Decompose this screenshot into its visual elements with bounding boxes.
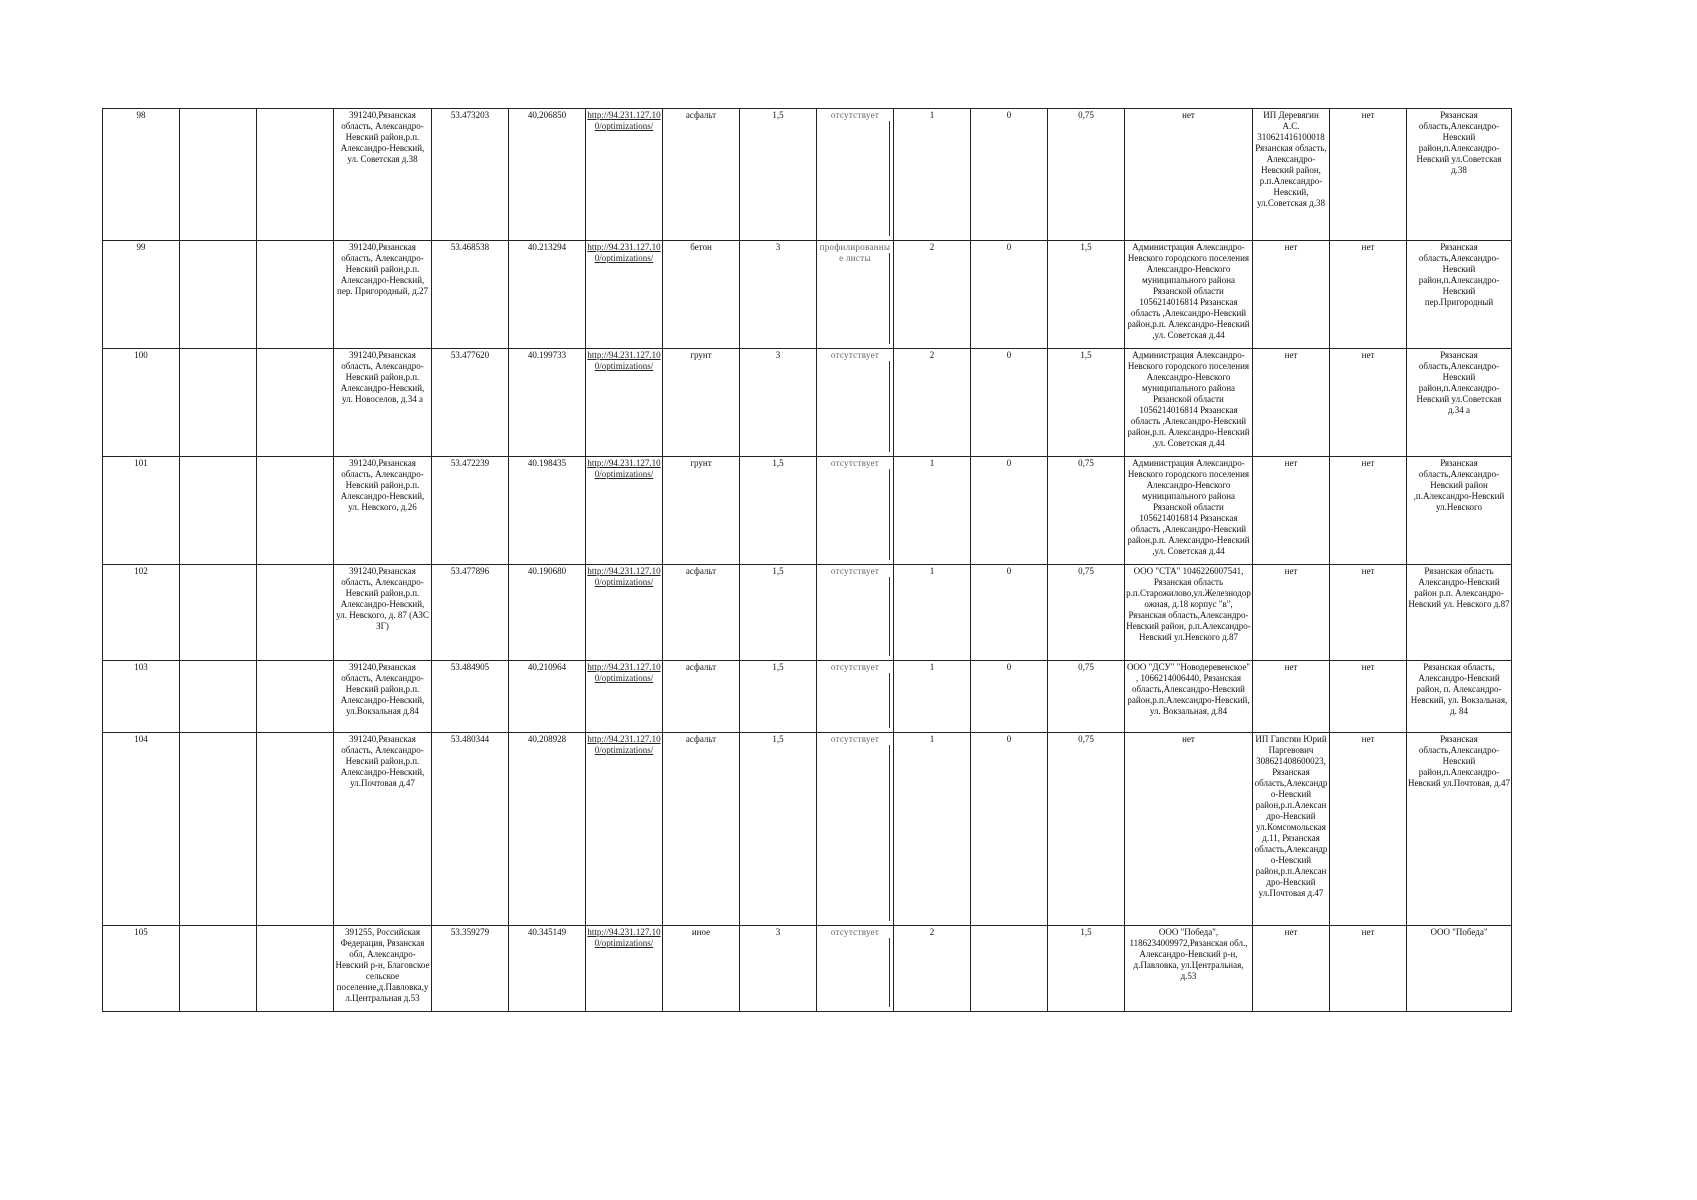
owner-cell: Администрация Александро-Невского городского поселения Александро-Невского муниципального района Рязанской области 1056214016814 Рязанская область ,Александро-Невский район,р.п. Александро-Невский ,ул. Советская д.44 (1125, 349, 1253, 457)
longitude-cell: 40.199733 (509, 349, 586, 457)
latitude-cell: 53.477620 (432, 349, 509, 457)
entrepreneur-cell: нет (1253, 926, 1330, 1012)
row-number: 104 (103, 733, 180, 926)
table-row (103, 349, 1512, 457)
owner-cell: Администрация Александро-Невского городского поселения Александро-Невского муниципального района Рязанской области 1056214016814 Рязанская область ,Александро-Невский район,р.п. Александро-Невский ,ул. Советская д.44 (1125, 457, 1253, 565)
container-count-cell: 1 (894, 661, 971, 733)
area-cell: 1,5 (740, 661, 817, 733)
longitude-cell: 40.210964 (509, 661, 586, 733)
volume-cell: 1,5 (1048, 241, 1125, 349)
entrepreneur-cell: ИП Гапстян Юрий Паргевович 308621408600023, Рязанская область,Александро-Невский район,р.п.Александро-Невский ул.Комсомольская д.11, Рязанская область,Александро-Невский район,р.п.Александро-Невский ул.Почтовая д.47 (1253, 733, 1330, 926)
volume-cell: 1,5 (1048, 926, 1125, 1012)
address-cell: 391240,Рязанская область, Александро-Невский район,р.п. Александро-Невский, ул.Вокзальная д.84 (334, 661, 432, 733)
planned-count-cell: 0 (971, 661, 1048, 733)
planned-count-cell: 0 (971, 565, 1048, 661)
empty-cell (180, 349, 257, 457)
table-row (103, 109, 1512, 241)
planned-count-cell: 0 (971, 457, 1048, 565)
container-count-cell: 1 (894, 457, 971, 565)
planned-count-cell: 0 (971, 109, 1048, 241)
waste-source-cell: Рязанская область,Александро-Невский район,п.Александро-Невский пер.Пригородный (1407, 241, 1512, 349)
waste-source-cell: Рязанская область,Александро-Невский район,п.Александро-Невский ул.Почтовая, д.47 (1407, 733, 1512, 926)
longitude-cell: 40.190680 (509, 565, 586, 661)
surface-cell: грунт (663, 457, 740, 565)
owner-cell: Администрация Александро-Невского городского поселения Александро-Невского муниципального района Рязанской области 1056214016814 Рязанская область ,Александро-Невский район,р.п. Александро-Невский ,ул. Советская д.44 (1125, 241, 1253, 349)
container-count-cell: 2 (894, 241, 971, 349)
planned-count-cell (971, 926, 1048, 1012)
area-cell: 3 (740, 926, 817, 1012)
table-row (103, 457, 1512, 565)
registry-table (102, 108, 1512, 1012)
empty-cell (180, 565, 257, 661)
area-cell: 3 (740, 241, 817, 349)
other-cell: нет (1330, 457, 1407, 565)
empty-cell (257, 457, 334, 565)
area-cell: 3 (740, 349, 817, 457)
latitude-cell: 53.359279 (432, 926, 509, 1012)
volume-cell: 0,75 (1048, 109, 1125, 241)
map-link[interactable]: http://94.231.127.100/optimizations/ (586, 733, 663, 926)
container-count-cell: 1 (894, 733, 971, 926)
planned-count-cell: 0 (971, 349, 1048, 457)
map-link[interactable]: http://94.231.127.100/optimizations/ (586, 565, 663, 661)
row-number: 102 (103, 565, 180, 661)
surface-cell: асфальт (663, 565, 740, 661)
address-cell: 391240,Рязанская область, Александро-Невский район,р.п. Александро-Невский, ул.Почтовая д.47 (334, 733, 432, 926)
latitude-cell: 53.477896 (432, 565, 509, 661)
waste-source-cell: Рязанская область,Александро-Невский район,п.Александро-Невский ул.Советская д.38 (1407, 109, 1512, 241)
latitude-cell: 53.473203 (432, 109, 509, 241)
address-cell: 391255, Российская Федерация, Рязанская обл, Александро-Невский р-н, Благовское сельское поселение,д.Павловка,ул.Центральная д.53 (334, 926, 432, 1012)
area-cell: 1,5 (740, 457, 817, 565)
surface-cell: асфальт (663, 733, 740, 926)
latitude-cell: 53.468538 (432, 241, 509, 349)
empty-cell (257, 661, 334, 733)
fence-cell: отсутствует (817, 926, 894, 1012)
entrepreneur-cell: нет (1253, 349, 1330, 457)
waste-source-cell: Рязанская область, Александро-Невский район, п. Александро-Невский, ул. Вокзальная, д. 84 (1407, 661, 1512, 733)
area-cell: 1,5 (740, 109, 817, 241)
map-link[interactable]: http://94.231.127.100/optimizations/ (586, 241, 663, 349)
container-count-cell: 2 (894, 349, 971, 457)
owner-cell: ООО "Победа", 1186234009972,Рязанская обл., Александро-Невский р-н, д.Павловка, ул.Центральная, д.53 (1125, 926, 1253, 1012)
surface-cell: асфальт (663, 109, 740, 241)
owner-cell: ООО "ДСУ" "Новодеревенское" , 1066214006440, Рязанская область,Александро-Невский район,р.п.Александро-Невский, ул. Вокзальная, д.84 (1125, 661, 1253, 733)
empty-cell (180, 241, 257, 349)
row-number: 100 (103, 349, 180, 457)
map-link[interactable]: http://94.231.127.100/optimizations/ (586, 349, 663, 457)
owner-cell: нет (1125, 109, 1253, 241)
entrepreneur-cell: нет (1253, 457, 1330, 565)
empty-cell (180, 926, 257, 1012)
longitude-cell: 40.345149 (509, 926, 586, 1012)
map-link[interactable]: http://94.231.127.100/optimizations/ (586, 661, 663, 733)
map-link[interactable]: http://94.231.127.100/optimizations/ (586, 926, 663, 1012)
empty-cell (257, 109, 334, 241)
fence-cell: профилированные листы (817, 241, 894, 349)
other-cell: нет (1330, 241, 1407, 349)
map-link[interactable]: http://94.231.127.100/optimizations/ (586, 109, 663, 241)
volume-cell: 1,5 (1048, 349, 1125, 457)
table-row (103, 926, 1512, 1012)
empty-cell (257, 349, 334, 457)
fence-cell: отсутствует (817, 457, 894, 565)
address-cell: 391240,Рязанская область, Александро-Невский район,р.п. Александро-Невский, пер. Пригородный, д.27 (334, 241, 432, 349)
fence-cell: отсутствует (817, 661, 894, 733)
planned-count-cell: 0 (971, 733, 1048, 926)
surface-cell: асфальт (663, 661, 740, 733)
other-cell: нет (1330, 733, 1407, 926)
planned-count-cell: 0 (971, 241, 1048, 349)
longitude-cell: 40.208928 (509, 733, 586, 926)
volume-cell: 0,75 (1048, 565, 1125, 661)
row-number: 101 (103, 457, 180, 565)
volume-cell: 0,75 (1048, 733, 1125, 926)
fence-cell: отсутствует (817, 109, 894, 241)
latitude-cell: 53.472239 (432, 457, 509, 565)
owner-cell: нет (1125, 733, 1253, 926)
longitude-cell: 40.213294 (509, 241, 586, 349)
table-row (103, 661, 1512, 733)
empty-cell (180, 457, 257, 565)
empty-cell (180, 661, 257, 733)
empty-cell (180, 109, 257, 241)
waste-source-cell: Рязанская область,Александро-Невский район ,п.Александро-Невский ул.Невского (1407, 457, 1512, 565)
entrepreneur-cell: ИП Деревягин А.С. 310621416100018 Рязанская область, Александро-Невский район, р.п.Александро-Невский, ул.Советская д.38 (1253, 109, 1330, 241)
volume-cell: 0,75 (1048, 661, 1125, 733)
table-row (103, 241, 1512, 349)
table-body (103, 109, 1512, 1012)
map-link[interactable]: http://94.231.127.100/optimizations/ (586, 457, 663, 565)
table-row (103, 733, 1512, 926)
other-cell: нет (1330, 565, 1407, 661)
longitude-cell: 40.206850 (509, 109, 586, 241)
address-cell: 391240,Рязанская область, Александро-Невский район,р.п. Александро-Невский, ул. Невского, д. 87 (АЗС ЗГ) (334, 565, 432, 661)
fence-cell: отсутствует (817, 733, 894, 926)
waste-source-cell: ООО "Победа" (1407, 926, 1512, 1012)
empty-cell (257, 241, 334, 349)
row-number: 98 (103, 109, 180, 241)
empty-cell (257, 926, 334, 1012)
row-number: 105 (103, 926, 180, 1012)
surface-cell: бетон (663, 241, 740, 349)
latitude-cell: 53.484905 (432, 661, 509, 733)
address-cell: 391240,Рязанская область, Александро-Невский район,р.п. Александро-Невский, ул. Новоселов, д.34 а (334, 349, 432, 457)
empty-cell (180, 733, 257, 926)
volume-cell: 0,75 (1048, 457, 1125, 565)
other-cell: нет (1330, 349, 1407, 457)
area-cell: 1,5 (740, 565, 817, 661)
waste-source-cell: Рязанская область Александро-Невский район р.п. Александро-Невский ул. Невского д.87 (1407, 565, 1512, 661)
waste-source-cell: Рязанская область,Александро-Невский район,п.Александро-Невский ул.Советская д.34 а (1407, 349, 1512, 457)
other-cell: нет (1330, 926, 1407, 1012)
table-row (103, 565, 1512, 661)
entrepreneur-cell: нет (1253, 661, 1330, 733)
row-number: 103 (103, 661, 180, 733)
other-cell: нет (1330, 661, 1407, 733)
container-count-cell: 1 (894, 565, 971, 661)
empty-cell (257, 565, 334, 661)
fence-cell: отсутствует (817, 349, 894, 457)
other-cell: нет (1330, 109, 1407, 241)
entrepreneur-cell: нет (1253, 565, 1330, 661)
address-cell: 391240,Рязанская область, Александро-Невский район,р.п. Александро-Невский, ул. Советская д.38 (334, 109, 432, 241)
surface-cell: иное (663, 926, 740, 1012)
surface-cell: грунт (663, 349, 740, 457)
container-count-cell: 2 (894, 926, 971, 1012)
latitude-cell: 53.480344 (432, 733, 509, 926)
row-number: 99 (103, 241, 180, 349)
container-count-cell: 1 (894, 109, 971, 241)
area-cell: 1,5 (740, 733, 817, 926)
fence-cell: отсутствует (817, 565, 894, 661)
owner-cell: ООО "СТА" 1046226007541, Рязанская область р.п.Старожилово,ул.Железнодорожная, д.18 корпус "в", Рязанская область,Александро-Невский район, р.п.Александро-Невский ул.Невского д.87 (1125, 565, 1253, 661)
entrepreneur-cell: нет (1253, 241, 1330, 349)
longitude-cell: 40.198435 (509, 457, 586, 565)
address-cell: 391240,Рязанская область, Александро-Невский район,р.п. Александро-Невский, ул. Невского, д.26 (334, 457, 432, 565)
empty-cell (257, 733, 334, 926)
